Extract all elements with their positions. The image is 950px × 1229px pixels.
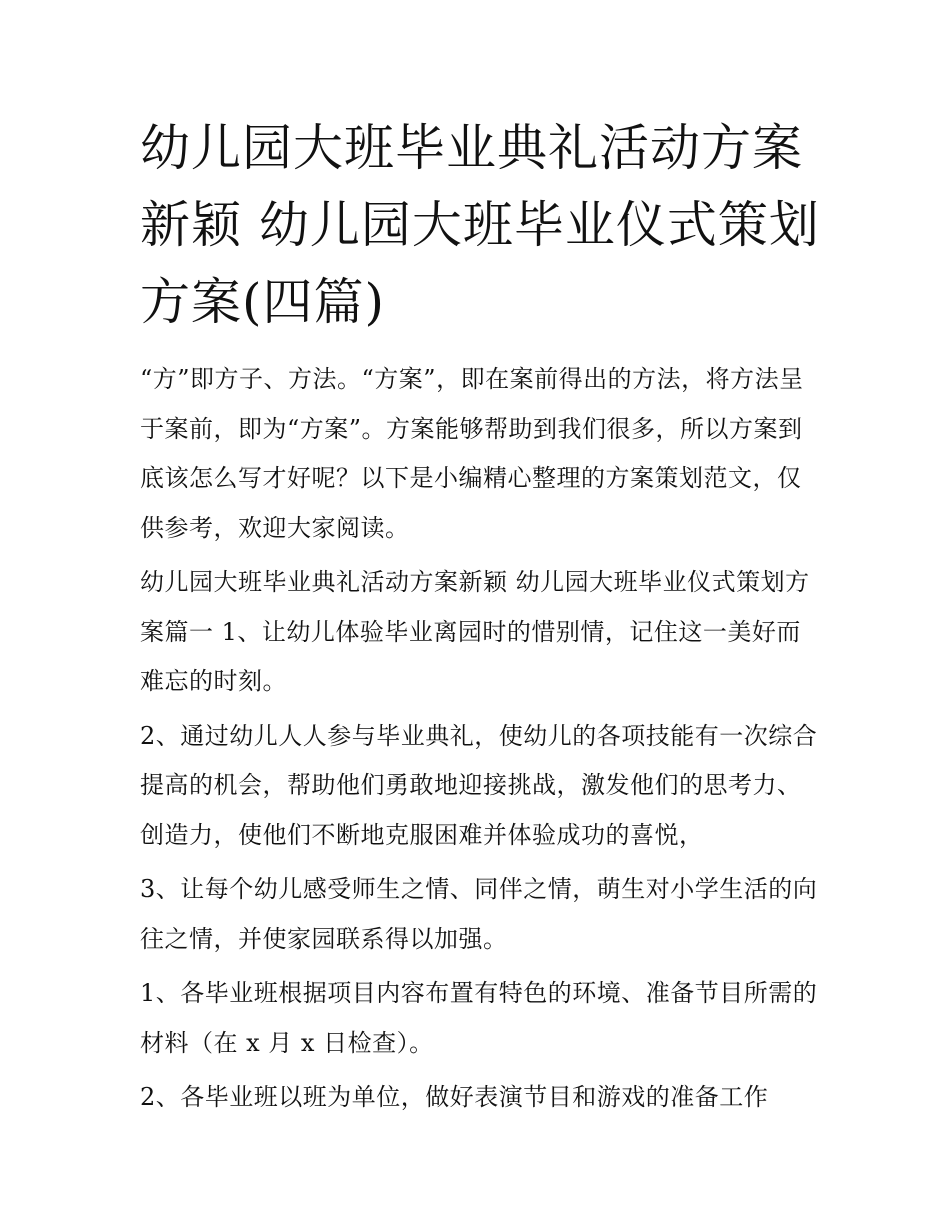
paragraph-prep-2: 2、各毕业班以班为单位，做好表演节目和游戏的准备工作	[140, 1083, 769, 1111]
document-body	[140, 355, 820, 1123]
paragraph-goal-3: 3、让每个幼儿感受师生之情、同伴之情，萌生对小学生活的向往之情，并使家园联系得以加强。	[140, 875, 818, 953]
paragraph-section-one: 幼儿园大班毕业典礼活动方案新颖 幼儿园大班毕业仪式策划方案篇一 1、让幼儿体验毕业离园时的惜别情，记住这一美好而难忘的时刻。	[140, 568, 810, 695]
document-page	[140, 110, 820, 1123]
paragraph-intro: “方”即方子、方法。“方案”，即在案前得出的方法，将方法呈于案前，即为“方案”。方案能够帮助到我们很多，所以方案到底该怎么写才好呢？以下是小编精心整理的方案策划范文，仅供参考，欢迎大家阅读。	[140, 365, 804, 542]
paragraph-goal-2: 2、通过幼儿人人参与毕业典礼，使幼儿的各项技能有一次综合提高的机会，帮助他们勇敢地迎接挑战，激发他们的思考力、创造力，使他们不断地克服困难并体验成功的喜悦，	[140, 721, 818, 849]
document-title: 幼儿园大班毕业典礼活动方案新颖 幼儿园大班毕业仪式策划方案(四篇)	[140, 119, 820, 331]
paragraph-prep-1: 1、各毕业班根据项目内容布置有特色的环境、准备节目所需的材料（在 x 月 x 日检查）。	[140, 979, 818, 1057]
